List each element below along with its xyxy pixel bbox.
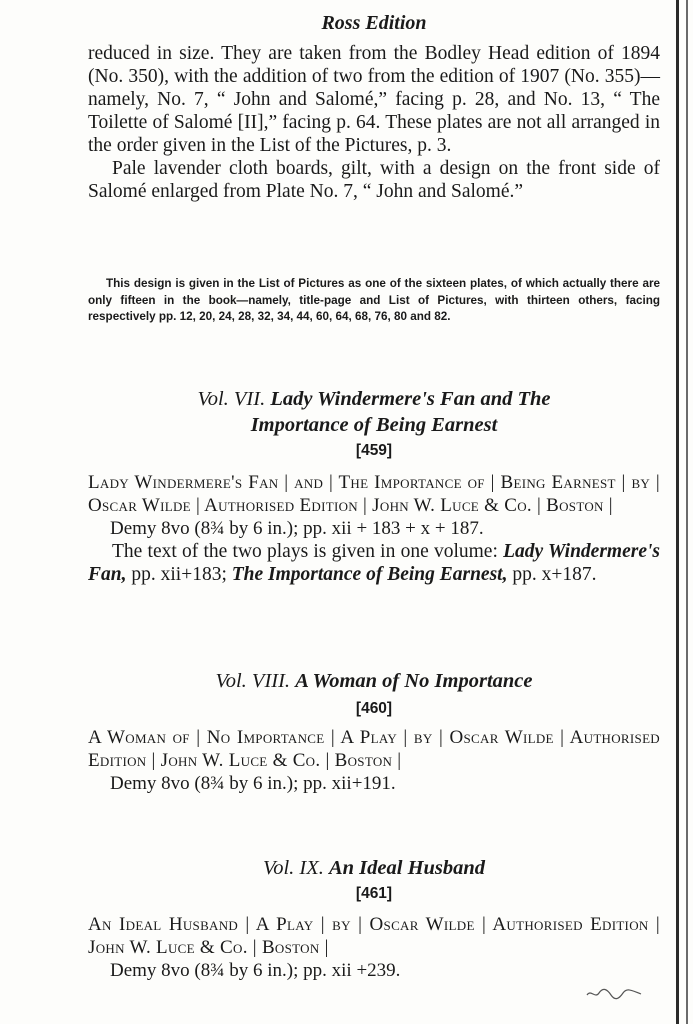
- vol9-label: Vol. IX.: [262, 857, 324, 879]
- vol7-play1-pages: pp. xii+183;: [131, 564, 227, 585]
- vol7-title-line2: Importance of Being Earnest: [250, 414, 498, 436]
- entry-number-459: [459]: [355, 442, 393, 459]
- vol9-transcription: An Ideal Husband | A Play | by | Oscar Wilde | Authorised Edition | John W. Luce & Co. | Boston |: [88, 914, 660, 958]
- vol7-entry: [88, 471, 660, 586]
- vol7-title: [88, 386, 660, 438]
- note-text: This design is given in the List of Pictures as one of the sixteen plates, of which actually there are only fifteen in the book—namely, title-page and List of Pictures, with thirteen others, facing respectively pp. 12, 20, 24, 28, 32, 34, 44, 60, 64, 68, 76, 80 and 82.: [88, 277, 660, 323]
- vol7-note: [88, 540, 660, 586]
- running-header: Ross Edition: [321, 12, 427, 34]
- page-right-edge: [676, 0, 679, 1024]
- vol8-entry: [88, 726, 660, 795]
- book-page: [88, 0, 660, 1024]
- vol8-label: Vol. VIII.: [215, 670, 291, 692]
- entry-number-461: [461]: [355, 885, 393, 902]
- library-signature-mark: [585, 985, 645, 1003]
- vol7-title-line1: Lady Windermere's Fan and The: [270, 388, 551, 410]
- intro-section: [88, 42, 660, 203]
- vol8-title-text: A Woman of No Importance: [295, 670, 533, 692]
- intro-paragraph-2: Pale lavender cloth boards, gilt, with a design on the front side of Salomé enlarged from Plate No. 7, “ John and Salomé.”: [88, 158, 660, 202]
- vol7-play2-title: The Importance of Being Earnest,: [231, 564, 508, 585]
- vol7-label: Vol. VII.: [197, 388, 266, 410]
- vol8-format: Demy 8vo (8¾ by 6 in.); pp. xii+191.: [110, 773, 396, 794]
- vol9-title-text: An Ideal Husband: [328, 857, 486, 879]
- vol7-format: Demy 8vo (8¾ by 6 in.); pp. xii + 183 + x + 187.: [110, 518, 484, 539]
- vol9-title: [88, 855, 660, 881]
- intro-paragraph-1: reduced in size. They are taken from the Bodley Head edition of 1894 (No. 350), with the addition of two from the edition of 1907 (No. 355)—namely, No. 7, “ John and Salomé,” facing p. 28, and No. 13, “ The Toilette of Salomé [II],” facing p. 64. These plates are not all arranged in the order given in the List of the Pictures, p. 3.: [88, 43, 660, 156]
- vol7-play2-pages: pp. x+187.: [512, 564, 597, 585]
- entry-number-460: [460]: [355, 700, 393, 717]
- vol7-transcription: Lady Windermere's Fan | and | The Importance of | Being Earnest | by | Oscar Wilde | Authorised Edition | John W. Luce & Co. | Boston |: [88, 472, 660, 516]
- vol8-title: [88, 668, 660, 694]
- intro-note: [88, 276, 660, 326]
- vol9-format: Demy 8vo (8¾ by 6 in.); pp. xii +239.: [110, 960, 401, 981]
- page-right-shadow: [686, 0, 688, 1024]
- vol7-play1-title: Lady Windermere's Fan,: [88, 541, 660, 585]
- vol9-entry: [88, 913, 660, 982]
- vol7-text-intro: The text of the two plays is given in one volume:: [112, 541, 498, 562]
- vol8-transcription: A Woman of | No Importance | A Play | by | Oscar Wilde | Authorised Edition | John W. Luce & Co. | Boston |: [88, 727, 660, 771]
